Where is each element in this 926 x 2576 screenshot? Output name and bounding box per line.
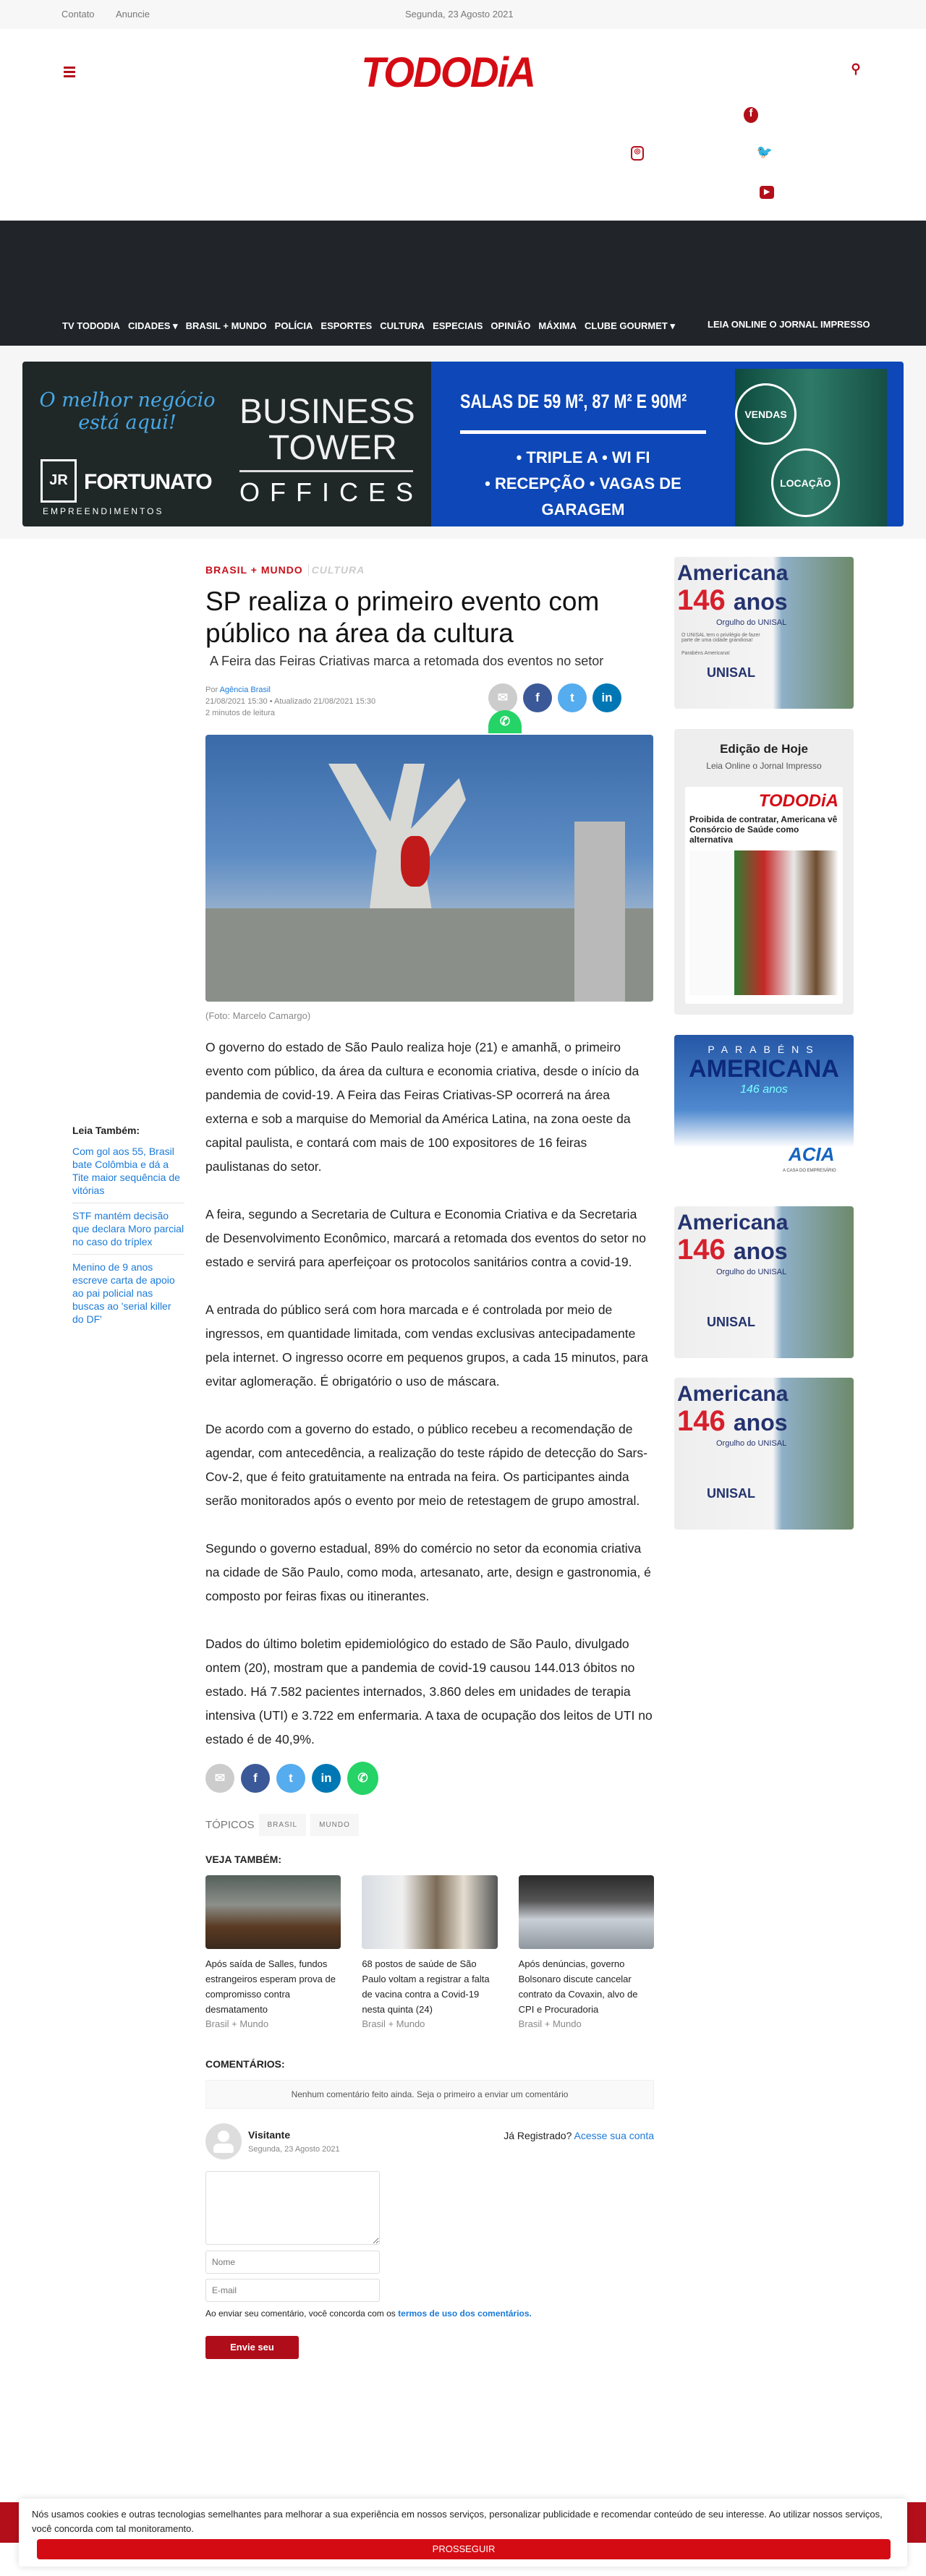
ad-title: BUSINESS TOWER xyxy=(239,393,415,467)
nav-maxima[interactable]: MÁXIMA xyxy=(538,320,577,331)
paragraph: De acordo com a governo do estado, o público recebeu a recomendação de agendar, com antecedência, a realização do teste rápido de detecção do Sars-Cov-2, que é feito gratuitamente na entrada na feira. Os participantes ainda serão monitorados após o evento por meio de retestagem de grupo amostral. xyxy=(205,1422,647,1508)
article-content xyxy=(205,1036,654,2376)
unisal-logo: UNISAL xyxy=(707,1486,755,1501)
see-also-list xyxy=(205,1875,654,2029)
visitor-name: Visitante xyxy=(248,2129,291,2141)
read-online-link[interactable]: LEIA ONLINE O JORNAL IMPRESSO xyxy=(708,319,870,330)
share-email-icon[interactable]: ✉ xyxy=(205,1764,234,1793)
share-facebook-icon[interactable]: f xyxy=(523,683,552,712)
terms-prefix: Ao enviar seu comentário, você concorda com os xyxy=(205,2308,396,2319)
jr-logo: JR xyxy=(41,459,77,503)
ad-congrats: Parabéns Americana! xyxy=(681,651,730,656)
cookie-text: Nós usamos cookies e outras tecnologias semelhantes para melhorar a sua experiência em nossos serviços, personalizar publicidade e recomendar conteúdo de seu interesse. Ao utilizar nossos serviços, você concorda com tal monitoramento. xyxy=(32,2509,883,2534)
edition-subtitle: Leia Online o Jornal Impresso xyxy=(706,761,822,771)
contact-link[interactable]: Contato xyxy=(61,9,95,20)
acia-logo: ACIA xyxy=(789,1143,835,1165)
paragraph: A entrada do público será com hora marcada e é controlada por meio de ingressos, em quantidade limitada, com vendas exclusivas antecipadamente pela internet. O ingresso ocorre em pequenos grupos, a cada 15 minutos, para evitar aglomeração. É obrigatório o uso de máscara. xyxy=(205,1302,648,1389)
business-tower-ad[interactable] xyxy=(22,362,904,526)
terms-text xyxy=(205,2308,654,2319)
article-meta xyxy=(205,684,375,719)
nav-policia[interactable]: POLÍCIA xyxy=(274,320,313,331)
nav-cultura[interactable]: CULTURA xyxy=(380,320,425,331)
ad-anos: anos xyxy=(733,589,788,615)
search-icon[interactable]: ⚲ xyxy=(851,61,861,76)
comment-textarea[interactable] xyxy=(205,2171,380,2245)
ad-rooms: SALAS DE 59 M², 87 M² E 90M² xyxy=(460,391,687,412)
nav-clube-gourmet[interactable]: CLUBE GOURMET ▾ xyxy=(585,320,676,331)
related-link[interactable]: Menino de 9 anos escreve carta de apoio ao pai policial nas buscas ao 'serial killer do DF' xyxy=(72,1261,175,1325)
related-link[interactable]: Com gol aos 55, Brasil bate Colômbia e dá a Tite maior sequência de vitórias xyxy=(72,1145,184,1203)
nav-opiniao[interactable]: OPINIÃO xyxy=(490,320,531,331)
unisal-logo: UNISAL xyxy=(707,665,755,680)
ad-offices: OFFICES xyxy=(239,477,424,507)
ad-features: • TRIPLE A • WI FI • RECEPÇÃO • VAGAS DE GARAGEM xyxy=(485,448,681,519)
news-card[interactable] xyxy=(519,1875,654,2029)
ad-years: 146 xyxy=(677,584,726,616)
todays-edition[interactable] xyxy=(674,729,854,1015)
main-nav xyxy=(0,221,926,346)
breadcrumb xyxy=(205,564,365,576)
nav-esportes[interactable]: ESPORTES xyxy=(320,320,373,331)
instagram-icon[interactable]: ◎ xyxy=(631,146,644,161)
ad-years: 146 xyxy=(677,1234,726,1266)
topic-tag[interactable]: MUNDO xyxy=(310,1814,359,1836)
acia-ad[interactable] xyxy=(674,1035,854,1185)
photo-caption: (Foto: Marcelo Camargo) xyxy=(205,1010,311,1021)
unisal-ad[interactable] xyxy=(674,1206,854,1358)
advertise-link[interactable]: Anuncie xyxy=(116,9,150,20)
article-subtitle: A Feira das Feiras Criativas marca a retomada dos eventos no setor xyxy=(210,654,604,668)
by-label: Por xyxy=(205,686,218,694)
top-bar xyxy=(0,0,926,29)
cover-headline: Proibida de contratar, Americana vê Consórcio de Saúde como alternativa xyxy=(689,814,838,845)
paragraph: O governo do estado de São Paulo realiza hoje (21) e amanhã, o primeiro evento com público, da área da cultura e economia criativa, desde o início da pandemia de covid-19. A Feira das Feiras Criativas-SP ocorrerá na área externa e sob a marquise do Memorial da América Latina, na zona oeste da capital paulista, e contará com mais de 100 expositores de 16 feiras paulistanas do setor. xyxy=(205,1040,640,1174)
topics-label: TÓPICOS xyxy=(205,1819,255,1831)
topics xyxy=(205,1814,654,1836)
unisal-ad[interactable] xyxy=(674,557,854,709)
card-image xyxy=(205,1875,341,1949)
share-whatsapp-icon[interactable]: ✆ xyxy=(488,710,522,733)
no-comments-notice: Nenhum comentário feito ainda. Seja o primeiro a enviar um comentário xyxy=(205,2080,654,2109)
author-link[interactable]: Agência Brasil xyxy=(219,686,271,694)
comments-title: COMENTÁRIOS: xyxy=(205,2058,285,2070)
related-link[interactable]: STF mantém decisão que declara Moro parcial no caso do tríplex xyxy=(72,1209,184,1255)
reading-time: 2 minutos de leitura xyxy=(205,709,275,717)
menu-icon[interactable] xyxy=(64,67,75,77)
name-input[interactable] xyxy=(205,2251,380,2274)
submit-comment-button[interactable]: Envie seu comentário xyxy=(205,2336,299,2359)
login-prompt xyxy=(504,2130,654,2141)
cookie-banner xyxy=(19,2499,907,2567)
card-title[interactable]: Após saída de Salles, fundos estrangeiros esperam prova de compromisso contra desmatamento xyxy=(205,1958,336,2015)
sales-badge: VENDAS xyxy=(735,383,797,445)
nav-especiais[interactable]: ESPECIAIS xyxy=(433,320,483,331)
site-logo[interactable]: TODODiA xyxy=(361,49,535,96)
login-link[interactable]: Acesse sua conta xyxy=(574,2130,654,2141)
ad-anos: anos xyxy=(733,1409,788,1436)
youtube-icon[interactable]: ▶ xyxy=(760,186,774,199)
subcategory-link[interactable]: CULTURA xyxy=(308,564,365,576)
share-twitter-icon[interactable]: t xyxy=(276,1764,305,1793)
paragraph: Segundo o governo estadual, 89% do comércio no setor da economia criativa na cidade de São Paulo, como moda, artesanato, arte, design e gastronomia, é composto por feiras fixas ou itinerantes. xyxy=(205,1541,651,1603)
ad-years: 146 xyxy=(677,1405,726,1437)
ad-pride: Orgulho do UNISAL xyxy=(716,1268,787,1276)
brand-sub: EMPREENDIMENTOS xyxy=(43,506,164,516)
ad-city: AMERICANA xyxy=(689,1055,839,1083)
terms-link[interactable]: termos de uso dos comentários. xyxy=(398,2308,532,2319)
rent-badge: LOCAÇÃO xyxy=(771,448,840,517)
email-input[interactable] xyxy=(205,2279,380,2302)
nav-brasil-mundo[interactable]: BRASIL + MUNDO xyxy=(185,320,267,331)
unisal-logo: UNISAL xyxy=(707,1315,755,1329)
twitter-icon[interactable]: 🐦 xyxy=(756,145,773,159)
comment-user-row xyxy=(205,2123,654,2159)
ad-anos: anos xyxy=(733,1238,788,1264)
article-photo xyxy=(205,735,653,1002)
newspaper-cover[interactable] xyxy=(685,787,843,1004)
registered-label: Já Registrado? xyxy=(504,2130,572,2141)
paragraph: Dados do último boletim epidemiológico do estado de São Paulo, divulgado ontem (20), mostram que a pandemia de covid-19 causou 144.013 óbitos no estado. Há 7.582 pacientes internados, 3.860 deles em unidades de terapia intensiva (UTI) e 3.722 em enfermaria. A taxa de ocupação dos leitos de UTI no estado é de 40,9%. xyxy=(205,1637,653,1747)
share-twitter-icon[interactable]: t xyxy=(558,683,587,712)
cookie-accept-button[interactable]: PROSSEGUIR xyxy=(37,2539,891,2559)
ad-pride: Orgulho do UNISAL xyxy=(716,618,787,627)
card-title[interactable]: 68 postos de saúde de São Paulo voltam a registrar a falta de vacina contra a Covid-19 nesta quinta (24) xyxy=(362,1958,490,2015)
card-category: Brasil + Mundo xyxy=(518,2018,582,2029)
news-card[interactable] xyxy=(205,1875,341,2029)
avatar xyxy=(205,2123,242,2159)
card-category: Brasil + Mundo xyxy=(362,2018,425,2029)
card-category: Brasil + Mundo xyxy=(205,2018,269,2029)
article-body xyxy=(205,1036,654,1752)
ad-strip xyxy=(0,346,926,539)
share-whatsapp-icon[interactable]: ✆ xyxy=(347,1762,378,1795)
ad-text: O UNISAL tem o privilégio de fazer parte de uma cidade grandiosa! xyxy=(681,633,760,643)
ad-title: Americana xyxy=(677,561,789,585)
current-date: Segunda, 23 Agosto 2021 xyxy=(405,9,514,20)
edition-title: Edição de Hoje xyxy=(720,742,808,756)
ad-years: 146 anos xyxy=(740,1083,788,1096)
topic-tag[interactable]: BRASIL xyxy=(259,1814,307,1836)
news-card[interactable] xyxy=(362,1875,497,2029)
paragraph: A feira, segundo a Secretaria de Cultura e Economia Criativa e da Secretaria de Desenvolvimento Econômico, marcará a retomada dos eventos do setor no estado e servirá para aperfeiçoar os protocolos sanitários contra a covid-19. xyxy=(205,1207,646,1269)
ad-title: Americana xyxy=(677,1211,789,1234)
ad-tagline: O melhor negócio está aqui! xyxy=(39,389,216,434)
ad-pride: Orgulho do UNISAL xyxy=(716,1439,787,1448)
acia-tagline: A CASA DO EMPRESÁRIO xyxy=(783,1169,836,1173)
article-title: SP realiza o primeiro evento com público na área da cultura xyxy=(205,587,600,648)
brand-name: FORTUNATO xyxy=(84,470,212,494)
share-email-icon[interactable]: ✉ xyxy=(488,683,517,712)
unisal-ad[interactable] xyxy=(674,1378,854,1530)
article-dates: 21/08/2021 15:30 • Atualizado 21/08/2021 15:30 xyxy=(205,697,376,706)
see-also-title: VEJA TAMBÉM: xyxy=(205,1854,281,1865)
related-title: Leia Também: xyxy=(72,1125,140,1136)
related-links xyxy=(72,1125,184,1337)
site-header xyxy=(0,29,926,221)
facebook-icon[interactable]: f xyxy=(744,107,758,123)
card-image xyxy=(362,1875,497,1949)
card-title[interactable]: Após denúncias, governo Bolsonaro discute cancelar contrato da Covaxin, alvo de CPI e Procuradoria xyxy=(518,1958,638,2015)
nav-tv-tododia[interactable]: TV TODODIA xyxy=(62,320,120,331)
share-linkedin-icon[interactable]: in xyxy=(592,683,621,712)
category-link[interactable]: BRASIL + MUNDO xyxy=(205,564,303,576)
share-facebook-icon[interactable]: f xyxy=(241,1764,270,1793)
share-bar xyxy=(205,1762,654,1795)
card-image xyxy=(519,1875,654,1949)
ad-title: Americana xyxy=(677,1382,789,1406)
ad-top: PARABÉNS xyxy=(708,1044,820,1055)
share-linkedin-icon[interactable]: in xyxy=(312,1764,341,1793)
nav-cidades[interactable]: CIDADES ▾ xyxy=(127,320,178,331)
cover-logo: TODODiA xyxy=(758,791,838,811)
comment-date: Segunda, 23 Agosto 2021 xyxy=(248,2145,340,2154)
